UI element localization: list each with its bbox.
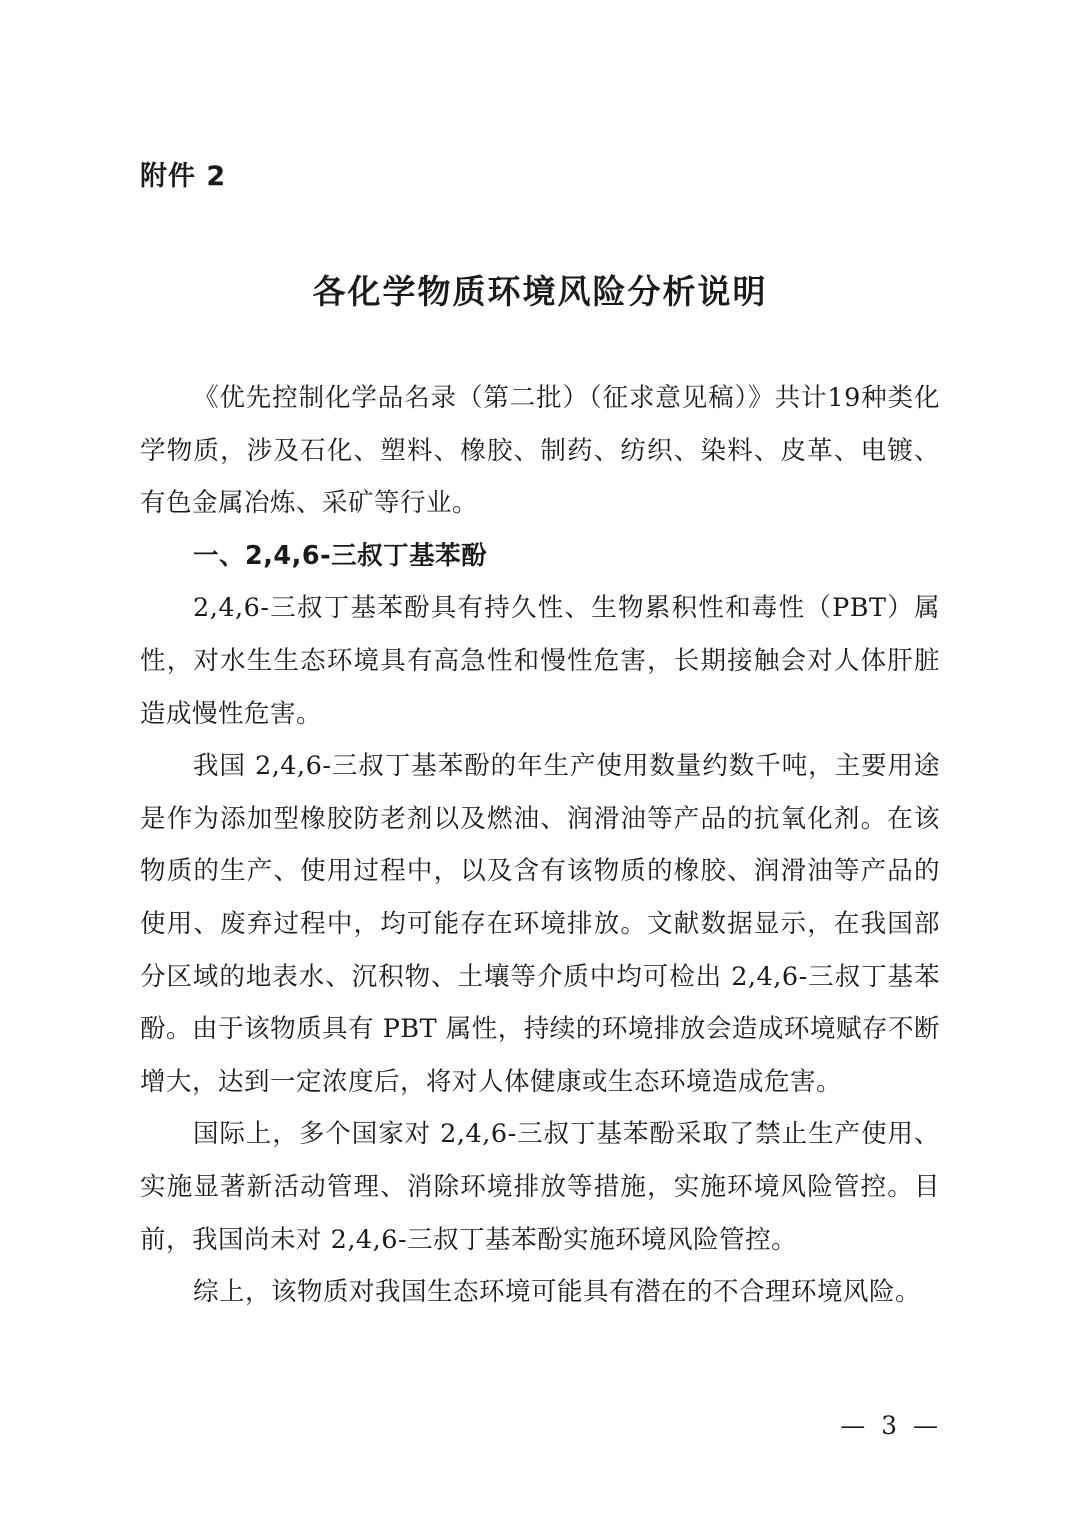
page-number: — 3 — xyxy=(840,1411,942,1440)
section-paragraph: 我国 2,4,6-三叔丁基苯酚的年生产使用数量约数千吨，主要用途是作为添加型橡胶防老剂以及燃油、润滑油等产品的抗氧化剂。在该物质的生产、使用过程中，以及含有该物质的橡胶、润滑油等产品的使用、废弃过程中，均可能存在环境排放。文献数据显示，在我国部分区域的地表水、沉积物、土壤等介质中均可检出 2,4,6-三叔丁基苯酚。由于该物质具有 PBT 属性，持续的环境排放会造成环境赋存不断增大，达到一定浓度后，将对人体健康或生态环境造成危害。 xyxy=(140,751,940,1097)
document-body xyxy=(140,372,940,1319)
section-paragraph: 2,4,6-三叔丁基苯酚具有持久性、生物累积性和毒性（PBT）属性，对水生生态环境具有高急性和慢性危害，长期接触会对人体肝脏造成慢性危害。 xyxy=(140,593,940,729)
document-title: 各化学物质环境风险分析说明 xyxy=(312,272,768,311)
section-heading: 一、2,4,6-三叔丁基苯酚 xyxy=(193,540,488,571)
section-paragraph: 国际上，多个国家对 2,4,6-三叔丁基苯酚采取了禁止生产使用、实施显著新活动管理、消除环境排放等措施，实施环境风险管控。目前，我国尚未对 2,4,6-三叔丁基苯酚实施环境风险管控。 xyxy=(140,1119,940,1255)
section-paragraph: 综上，该物质对我国生态环境可能具有潜在的不合理环境风险。 xyxy=(193,1277,922,1308)
attachment-label: 附件 2 xyxy=(140,161,227,192)
intro-paragraph: 《优先控制化学品名录（第二批）（征求意见稿）》共计19种类化学物质，涉及石化、塑料、橡胶、制药、纺织、染料、皮革、电镀、有色金属冶炼、采矿等行业。 xyxy=(140,383,940,519)
